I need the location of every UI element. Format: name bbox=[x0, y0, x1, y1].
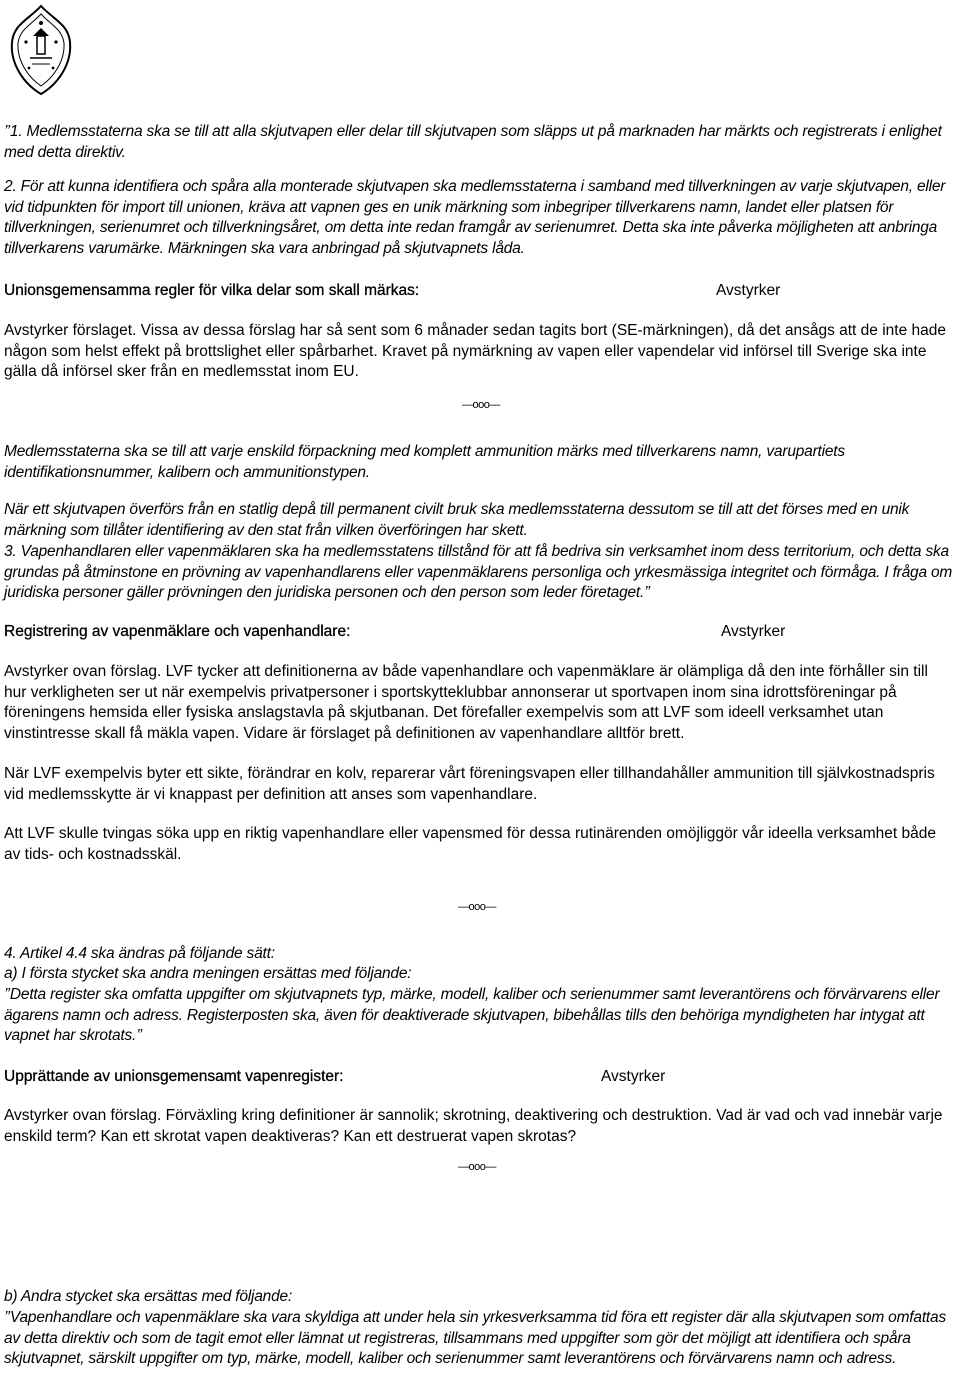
amendment-heading: 4. Artikel 4.4 ska ändras på följande sätt: bbox=[4, 945, 275, 962]
heading-verdict: Avstyrker bbox=[721, 623, 786, 640]
directive-paragraph-5: 3. Vapenhandlaren eller vapenmäklaren ska ha medlemsstatens tillstånd för att få bedriva sin verksamhet inom dess territorium, och detta ska grundas på åtminstone en prövning av vapenhandlarens eller vapenmäklarens personliga och yrkesmässiga integritet och förmåga. I fråga om juridiska personer gäller prövningen den juridiska personen och den person som leder företaget.’’ bbox=[4, 543, 953, 601]
comment-registration-3: Att LVF skulle tvingas söka upp en riktig vapenhandlare eller vapensmed för dessa rutinärenden omöjliggör vår ideella verksamhet både av tids- och kostnadsskäl. bbox=[4, 825, 936, 863]
section-heading-register bbox=[4, 1068, 954, 1090]
amendment-text-b: ’’Vapenhandlare och vapenmäklare ska vara skyldiga att under hela sin yrkesverksamma tid föra ett register där alla skjutvapen som omfattas av detta direktiv och som de tagit emot eller lämnat ut registreras, tillsammans med uppgifter som gör det möjligt att identifiera och spåra skjutvapnet, särskilt uppgifter om typ, märke, modell, kaliber och serienummer samt leverantörens och förvärvarens namn och adress. bbox=[4, 1309, 947, 1367]
heading-verdict: Avstyrker bbox=[716, 282, 781, 299]
directive-paragraph-3: Medlemsstaterna ska se till att varje enskild förpackning med komplett ammunition märks med tillverkarens namn, varupartiets identifikationsnummer, kalibern och ammunitionstypen. bbox=[4, 443, 845, 481]
heading-label: Unionsgemensamma regler för vilka delar som skall märkas: bbox=[4, 282, 420, 299]
heading-label: Upprättande av unionsgemensamt vapenregister: bbox=[4, 1068, 344, 1085]
section-separator: —ooo— bbox=[462, 399, 500, 411]
section-separator: —ooo— bbox=[458, 901, 496, 913]
section-heading-marking bbox=[4, 282, 954, 304]
directive-paragraph-1: ’’1. Medlemsstaterna ska se till att alla skjutvapen eller delar till skjutvapen som släpps ut på marknaden har märkts och registrerats i enlighet med detta direktiv. bbox=[4, 123, 942, 161]
directive-paragraph-4: När ett skjutvapen överförs från en statlig depå till permanent civilt bruk ska medlemsstaterna dessutom se till att det förses med en unik märkning som tillåter identifiering av den stat från vilken överföringen har skett. bbox=[4, 501, 910, 539]
amendment-text-a: ’’Detta register ska omfatta uppgifter om skjutvapnets typ, märke, modell, kaliber och serienummer samt leverantörens och förvärvarens eller ägarens namn och adress. Registerposten ska, även för deaktiverade skjutvapen, bibehållas tills den behöriga myndigheten har intygat att vapnet har skrotats.’’ bbox=[4, 986, 940, 1044]
section-separator: —ooo— bbox=[458, 1161, 496, 1173]
directive-paragraph-2: 2. För att kunna identifiera och spåra alla monterade skjutvapen ska medlemsstaterna i samband med tillverkningen av varje skjutvapen, eller vid tidpunkten för import till unionen, kräva att vapnen ges en unik märkning som inbegriper tillverkarens namn, landet eller platsen för tillverkningen, serienumret och tillverkningsåret, om detta inte redan framgår av serienumret. Detta ska inte påverka möjligheten att anbringa tillverkarens varumärke. Märkningen ska vara anbringad på skjutvapnets låda. bbox=[4, 178, 946, 257]
amendment-subheading-b: b) Andra stycket ska ersättas med följande: bbox=[4, 1288, 293, 1305]
heading-verdict: Avstyrker bbox=[601, 1068, 666, 1085]
heading-label: Registrering av vapenmäklare och vapenhandlare: bbox=[4, 623, 351, 640]
comment-registration-2: När LVF exempelvis byter ett sikte, förändrar en kolv, reparerar vårt föreningsvapen eller tillhandahåller ammunition till självkostnadspris vid medlemsskytte är vi knappast per definition att anses som vapenhandlare. bbox=[4, 765, 935, 803]
club-seal-logo bbox=[6, 2, 76, 98]
comment-marking: Avstyrker förslaget. Vissa av dessa förslag har så sent som 6 månader sedan tagits bort (SE-märkningen), då det ansågs att de inte hade någon som helst effekt på brottslighet eller spårbarhet. Kravet på nymärkning av vapen eller vapendelar vid införsel till Sverige ska inte gälla då införsel sker från en medlemsstat inom EU. bbox=[4, 322, 946, 380]
amendment-subheading-a: a) I första stycket ska andra meningen ersättas med följande: bbox=[4, 965, 412, 982]
section-heading-registration bbox=[4, 623, 954, 645]
club-seal-icon bbox=[6, 2, 76, 98]
comment-registration-1: Avstyrker ovan förslag. LVF tycker att definitionerna av både vapenhandlare och vapenmäklare är olämpliga då den inte förhåller sin till hur verkligheten ser ut när exempelvis privatpersoner i sportskytteklubbar annonserar ut sportvapen inom sina idrottsföreningar på föreningens hemsida eller fysiska anslagstavla på skjutbanan. Det förefaller exempelvis som att LVF som ideell verksamhet utan vinstintresse skall få mäkla vapen. Vidare är förslaget på definitionen av vapenhandlare alltför brett. bbox=[4, 663, 928, 742]
comment-register: Avstyrker ovan förslag. Förväxling kring definitioner är sannolik; skrotning, deaktivering och destruktion. Vad är vad och vad innebär varje enskild term? Kan ett skrotat vapen deaktiveras? Kan ett destruerat vapen skrotas? bbox=[4, 1107, 943, 1145]
